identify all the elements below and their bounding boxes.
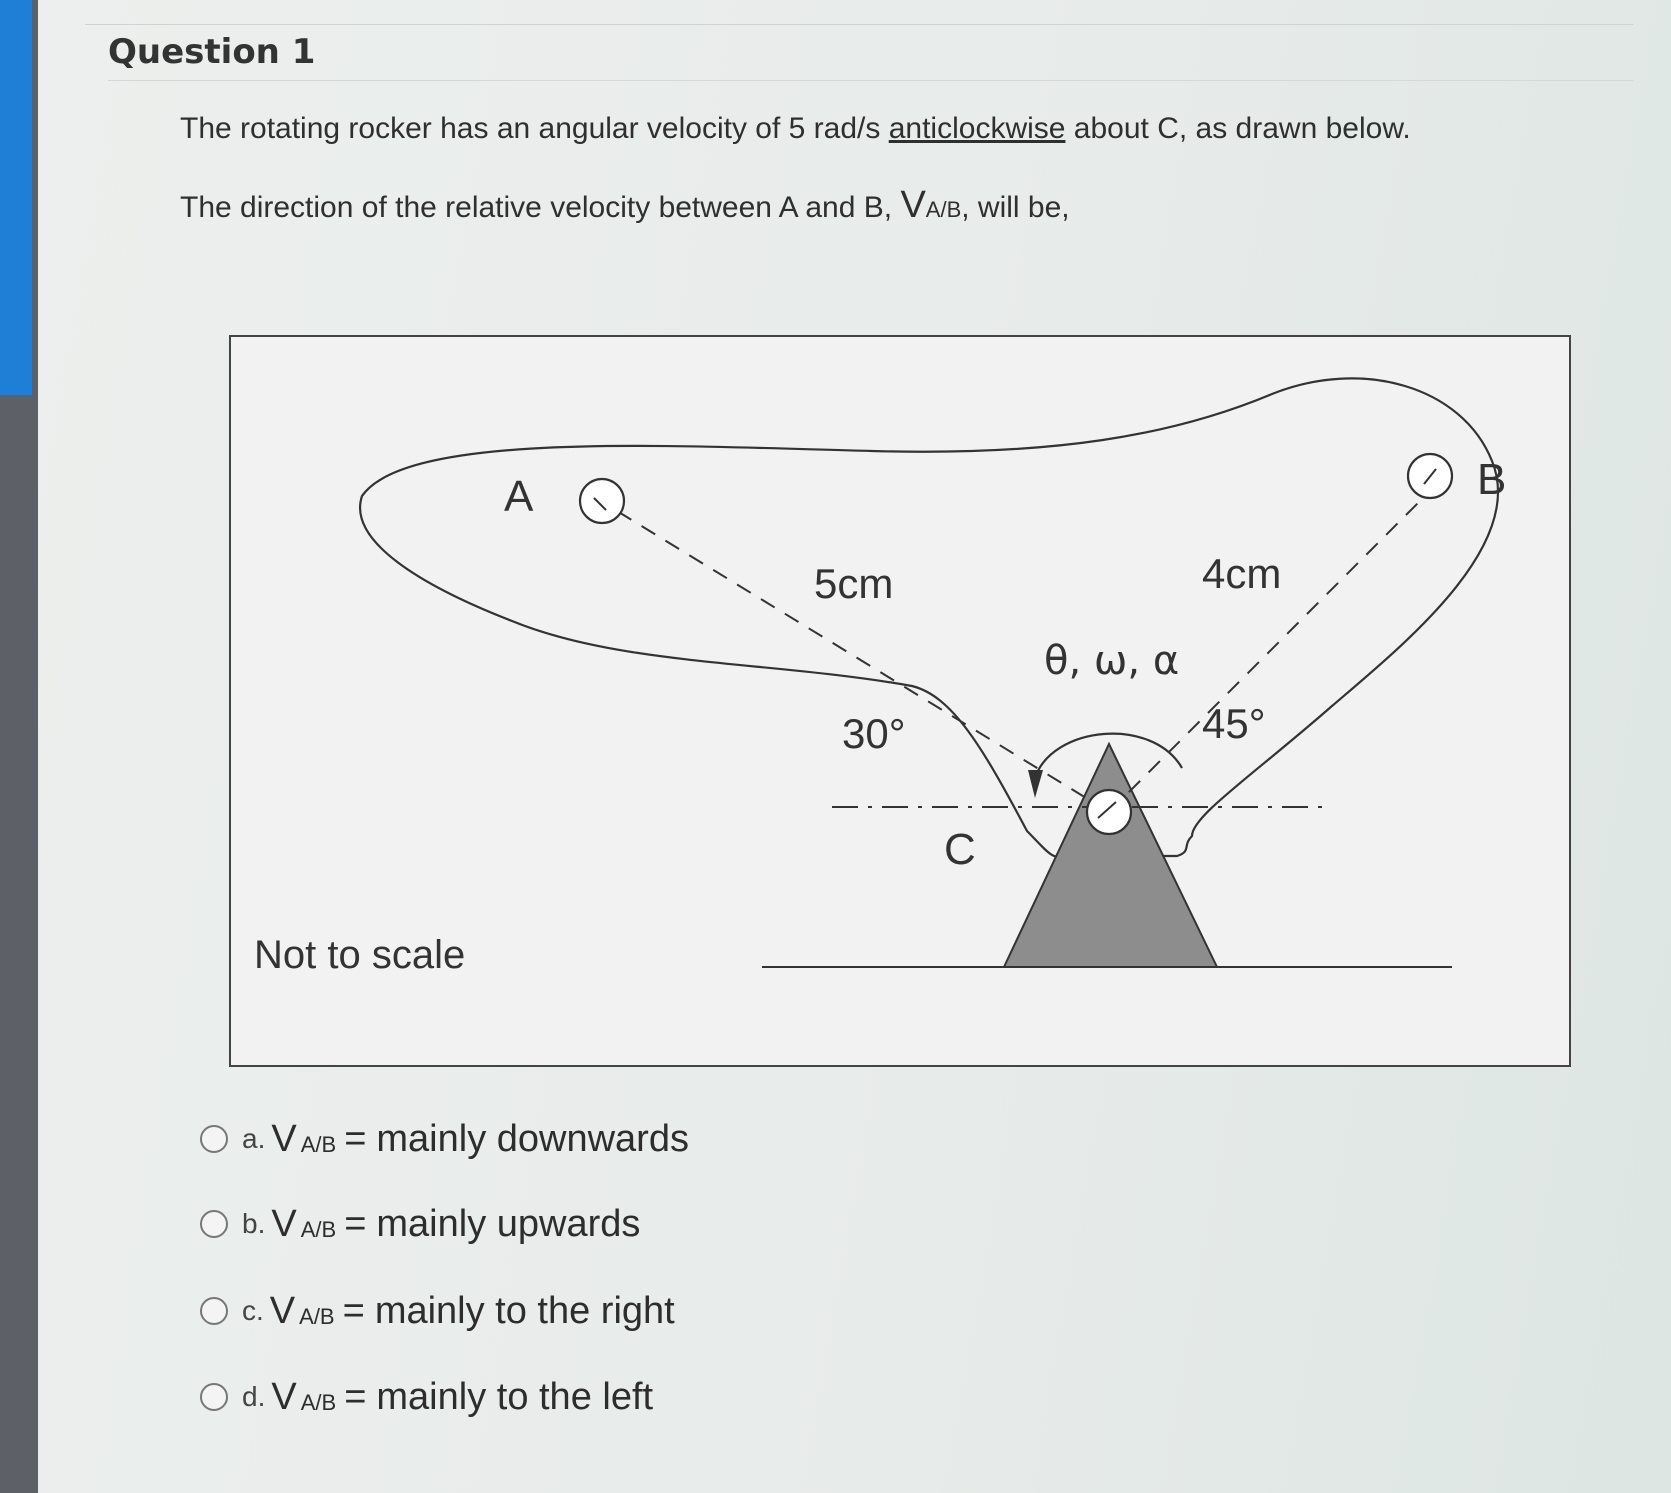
option-letter: d. — [242, 1381, 266, 1412]
radio-a[interactable] — [200, 1125, 228, 1153]
angle-a-label: 30° — [842, 710, 906, 757]
pin-a-icon — [580, 479, 624, 523]
pin-c-icon — [1087, 790, 1131, 834]
label-b: B — [1477, 455, 1507, 504]
equals-sign: = — [344, 1202, 367, 1245]
distance-a-label: 5cm — [814, 560, 894, 607]
option-letter: c. — [242, 1295, 264, 1326]
option-b[interactable] — [200, 1200, 640, 1248]
velocity-symbol: V — [269, 1289, 296, 1332]
velocity-symbol: V — [271, 1117, 297, 1160]
velocity-subscript: A/B — [299, 1304, 335, 1329]
velocity-subscript: A/B — [300, 1217, 337, 1242]
option-a[interactable] — [200, 1115, 689, 1163]
option-text: mainly to the left — [376, 1375, 654, 1418]
option-letter: b. — [242, 1208, 266, 1239]
question-text-line-2 — [180, 184, 1070, 227]
question-title: Question 1 — [108, 32, 316, 72]
question-text-line-1 — [180, 112, 1411, 146]
rocker-diagram-svg — [192, 326, 1582, 1076]
velocity-subscript: A/B — [300, 1132, 337, 1157]
option-c[interactable] — [200, 1287, 675, 1335]
equals-sign: = — [342, 1289, 365, 1332]
question-text-part: , will be, — [961, 191, 1070, 224]
radio-c[interactable] — [200, 1297, 228, 1325]
velocity-symbol: V — [271, 1202, 297, 1245]
top-divider — [85, 0, 1633, 25]
radio-d[interactable] — [200, 1383, 228, 1411]
question-text-part: The rotating rocker has an angular velocity of 5 rad/s — [180, 112, 889, 145]
distance-b-label: 4cm — [1202, 550, 1282, 597]
title-divider — [108, 80, 1633, 81]
velocity-symbol: V — [271, 1375, 297, 1418]
not-to-scale-note: Not to scale — [254, 933, 466, 977]
question-text-part: The direction of the relative velocity between A and B, — [180, 191, 901, 224]
equals-sign: = — [344, 1117, 367, 1160]
option-text: mainly to the right — [374, 1289, 675, 1332]
label-a: A — [504, 472, 534, 521]
velocity-subscript: A/B — [300, 1390, 337, 1415]
motion-variables-label: θ, ω, α — [1044, 638, 1180, 684]
angle-b-label: 45° — [1202, 700, 1266, 747]
option-letter: a. — [242, 1123, 266, 1154]
rocker-diagram — [192, 326, 1582, 1076]
left-sidebar — [0, 0, 38, 1493]
sidebar-accent — [0, 0, 32, 395]
radio-b[interactable] — [200, 1210, 228, 1238]
option-d[interactable] — [200, 1373, 653, 1421]
option-text: mainly upwards — [376, 1202, 641, 1245]
label-c: C — [944, 825, 976, 874]
velocity-symbol: V — [900, 184, 926, 226]
underlined-word: anticlockwise — [888, 112, 1066, 145]
equals-sign: = — [344, 1375, 367, 1418]
velocity-subscript: A/B — [925, 197, 962, 222]
question-text-part: about C, as drawn below. — [1065, 112, 1411, 145]
option-text: mainly downwards — [376, 1117, 689, 1160]
